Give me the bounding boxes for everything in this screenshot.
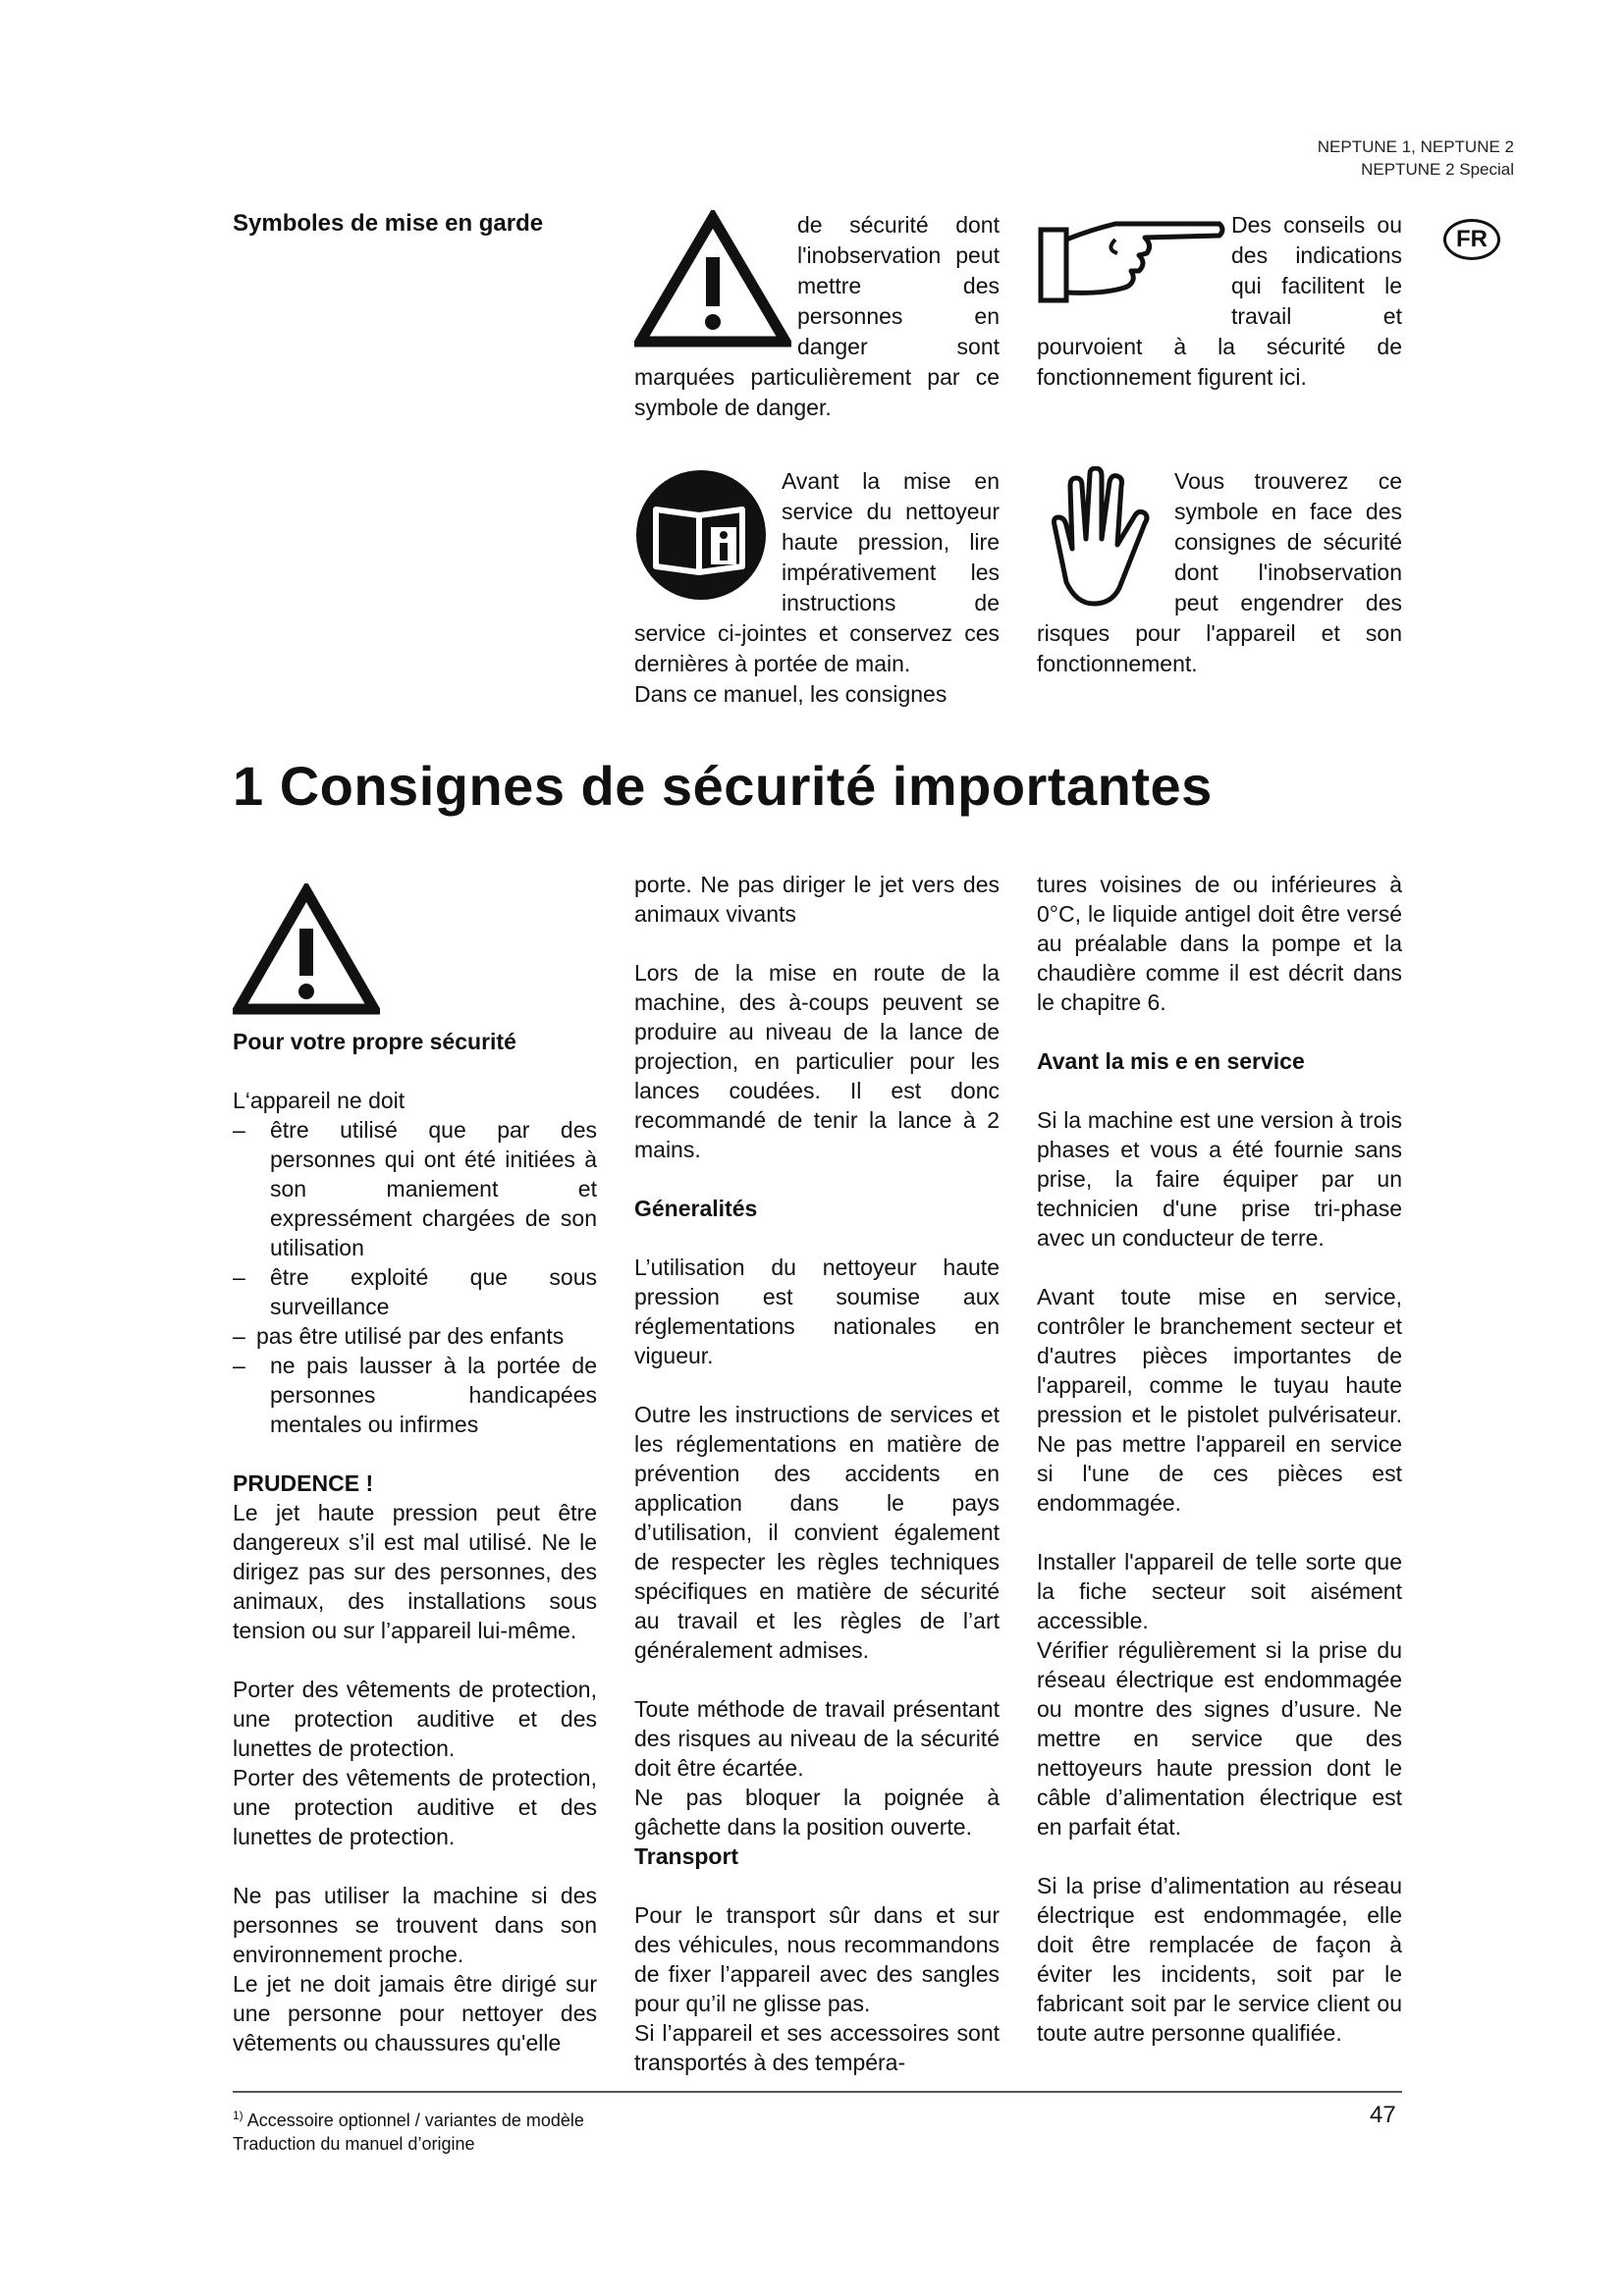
hand-symbol-block <box>1037 466 1402 679</box>
device-intro-text: L‘appareil ne doit <box>233 1088 406 1113</box>
three-phase-text: Si la machine est une version à trois phases et vous a été fournie sans prise, la faire équiper par un technicien d'une prise tri-phase avec un conducteur de terre. <box>1037 1107 1402 1251</box>
animals-text: porte. Ne pas diriger le jet vers des animaux vivants <box>634 872 1000 927</box>
manual-symbol-text-continued: Dans ce manuel, les consignes <box>634 681 947 707</box>
general-heading: Géneralités <box>634 1196 758 1221</box>
warning-triangle-icon <box>233 883 380 1017</box>
page-number: 47 <box>1370 2102 1396 2128</box>
footnote <box>233 2104 584 2132</box>
install-text: Installer l'appareil de telle sorte que la fiche secteur soit aisément accessible. <box>1037 1549 1402 1633</box>
protective-wear-text-repeat: Porter des vêtements de protection, une protection auditive et des lunettes de protection. <box>233 1765 597 1849</box>
footnote-mark: 1) <box>233 2109 244 2122</box>
pre-check-text: Avant toute mise en service, contrôler le branchement secteur et d'autres pièces importantes de l'appareil, comme le tuyau haute pression et le pistolet pulvérisateur. Ne pas mettre l'appareil en service si l'une de ces pièces est endommagée. <box>1037 1284 1402 1516</box>
column-3 <box>1037 870 1402 2048</box>
transport-heading: Transport <box>634 1843 739 1869</box>
list-item: – pas être utilisé par des enfants <box>233 1321 597 1351</box>
trigger-lock-text: Ne pas bloquer la poignée à gâchette dans la position ouverte. <box>634 1785 1000 1840</box>
damaged-plug-text: Si la prise d’alimentation au réseau électrique est endommagée, elle doit être remplacée de façon à éviter les incidents, soit par le fabricant soit par le service client ou toute autre personne qualifiée. <box>1037 1873 1402 2046</box>
people-nearby-text: Ne pas utiliser la machine si des personnes se trouvent dans son environnement proche. <box>233 1883 597 1967</box>
instructions-text: Outre les instructions de services et les réglementations en matière de prévention des accidents en application dans le pays d’utilisation, il convient également de respecter les règles techniques spécifiques en matière de sécurité au travail et les règles de l’art généralement admises. <box>634 1402 1000 1663</box>
footer-notes <box>233 2104 584 2156</box>
danger-symbol-text: de sécurité dont l'inobservation peut mettre des personnes en danger sont marquées particulièrement par ce symbole de danger. <box>634 212 1000 420</box>
read-manual-icon <box>634 466 776 604</box>
manual-symbol-block <box>634 466 1000 710</box>
translation-note: Traduction du manuel d’origine <box>233 2134 475 2154</box>
header-models: NEPTUNE 1, NEPTUNE 2 <box>1317 137 1514 156</box>
risky-method-text: Toute méthode de travail présentant des risques au niveau de la sécurité doit être écartée. <box>634 1696 1000 1781</box>
jet-direction-text: Le jet ne doit jamais être dirigé sur une personne pour nettoyer des vêtements ou chaussures qu'elle <box>233 1971 597 2056</box>
warning-triangle-icon <box>634 210 791 347</box>
list-item: – être exploité que sous surveillance <box>233 1262 597 1321</box>
column-2 <box>634 870 1000 2077</box>
before-startup-heading: Avant la mis e en service <box>1037 1048 1305 1074</box>
manual-symbol-text: Avant la mise en service du nettoyeur haute pression, lire impérativement les instructions de service ci-jointes et conservez ces dernières à portée de main. <box>634 468 1000 676</box>
list-item: – ne pais lausser à la portée de personnes handicapées mentales ou infirmes <box>233 1351 597 1439</box>
caution-text: Le jet haute pression peut être dangereux s’il est mal utilisé. Ne le dirigez pas sur des personnes, des animaux, des installations sous tension ou sur l’appareil lui-même. <box>233 1500 597 1643</box>
document-header <box>1318 135 1514 181</box>
antifreeze-text: tures voisines de ou inférieures à 0°C, le liquide antigel doit être versé au préalable dans la pompe et la chaudière comme il est décrit dans le chapitre 6. <box>1037 872 1402 1015</box>
restrictions-list <box>233 1115 597 1439</box>
protective-wear-text: Porter des vêtements de protection, une protection auditive et des lunettes de protection. <box>233 1677 597 1761</box>
pointing-hand-icon <box>1037 210 1225 306</box>
startup-text: Lors de la mise en route de la machine, des à-coups peuvent se produire au niveau de la lance de projection, en particulier pour les lances coudées. Il est donc recommandé de tenir la lance à 2 mains. <box>634 960 1000 1162</box>
header-model-special: NEPTUNE 2 Special <box>1361 160 1514 179</box>
footer-divider <box>233 2091 1402 2093</box>
hand-symbol-text: Vous trouverez ce symbole en face des consignes de sécurité dont l'inobservation peut engendrer des risques pour l'appareil et son fonctionnement. <box>1037 468 1402 676</box>
transport-text: Pour le transport sûr dans et sur des véhicules, nous recommandons de fixer l’appareil avec des sangles pour qu’il ne glisse pas. <box>634 1902 1000 2016</box>
temperature-text: Si l’appareil et ses accessoires sont transportés à des tempéra- <box>634 2020 1000 2075</box>
regulations-text: L’utilisation du nettoyeur haute pression est soumise aux réglementations nationales en vigueur. <box>634 1255 1000 1368</box>
column-1 <box>233 870 597 2057</box>
danger-symbol-block <box>634 210 1000 423</box>
tips-symbol-block <box>1037 210 1402 393</box>
language-badge: FR <box>1443 219 1500 260</box>
list-item: – être utilisé que par des personnes qui ont été initiées à son maniement et expressément chargées de son utilisation <box>233 1115 597 1262</box>
own-safety-heading: Pour votre propre sécurité <box>233 1029 516 1054</box>
stop-hand-icon <box>1037 466 1168 615</box>
tips-symbol-text: Des conseils ou des indications qui facilitent le travail et pourvoient à la sécurité de fonctionnement figurent ici. <box>1037 212 1402 390</box>
page-title: 1 Consignes de sécurité importantes <box>233 755 1213 817</box>
caution-heading: PRUDENCE ! <box>233 1470 374 1496</box>
symbols-section-title: Symboles de mise en garde <box>233 210 544 237</box>
verify-plug-text: Vérifier régulièrement si la prise du réseau électrique est endommagée ou montre des signes d’usure. Ne mettre en service que des nettoyeurs haute pression dont le câble d’alimentation électrique est en parfait état. <box>1037 1637 1402 1840</box>
footnote-text: Accessoire optionnel / variantes de modèle <box>246 2110 584 2130</box>
